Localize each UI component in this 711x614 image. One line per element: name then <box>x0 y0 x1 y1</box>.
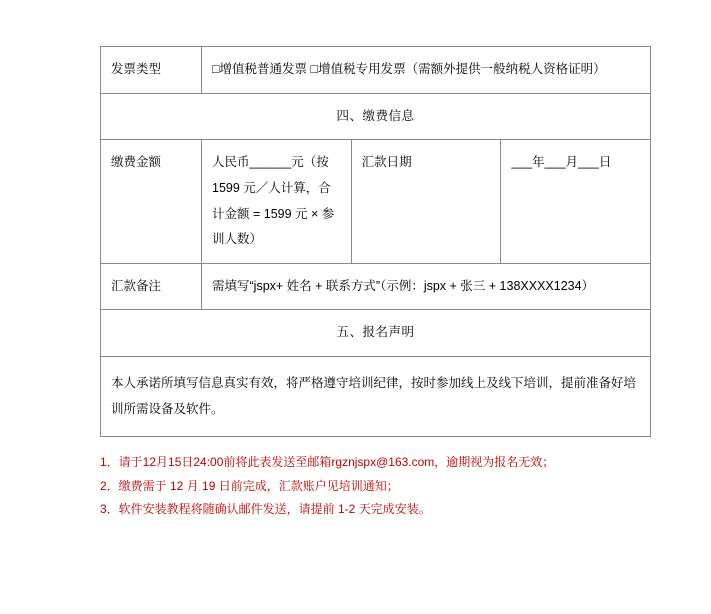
declaration-text: 本人承诺所填写信息真实有效，将严格遵守培训纪律，按时参加线上及线下培训，提前准备好培训所需设备及软件。 <box>101 357 651 437</box>
remit-date-label: 汇款日期 <box>351 140 501 264</box>
invoice-type-options[interactable]: □增值税普通发票 □增值税专用发票（需额外提供一般纳税人资格证明） <box>202 47 651 94</box>
section-four-title: 四、缴费信息 <box>101 93 651 140</box>
remit-note-value[interactable]: 需填写“jspx+ 姓名 + 联系方式”（示例：jspx + 张三 + 138XXXX1234） <box>202 263 651 310</box>
table-row-fee <box>101 140 651 264</box>
section-five-title: 五、报名声明 <box>101 310 651 357</box>
remit-note-label: 汇款备注 <box>101 263 202 310</box>
note-item-2: 2．缴费需于 12 月 19 日前完成，汇款账户见培训通知； <box>100 478 399 493</box>
notes-list <box>100 451 651 521</box>
table-row-section-four <box>101 93 651 140</box>
table-row-remit-note <box>101 263 651 310</box>
remit-date-value[interactable]: ___年___月___日 <box>501 140 651 264</box>
table-row-section-five <box>101 310 651 357</box>
registration-form-table <box>100 46 651 437</box>
note-item-3: 3．软件安装教程将随确认邮件发送，请提前 1-2 天完成安装。 <box>100 502 431 517</box>
invoice-type-label: 发票类型 <box>101 47 202 94</box>
fee-amount-label: 缴费金额 <box>101 140 202 264</box>
table-row-declaration <box>101 357 651 437</box>
note-item-1: 1．请于12月15日24:00前将此表发送至邮箱rgznjspx@163.com，逾期视为报名无效； <box>100 455 555 470</box>
table-row-invoice-type <box>101 47 651 94</box>
fee-amount-value[interactable]: 人民币______元（按 1599 元／人计算，合计金额 = 1599 元 × 参训人数） <box>202 140 352 264</box>
